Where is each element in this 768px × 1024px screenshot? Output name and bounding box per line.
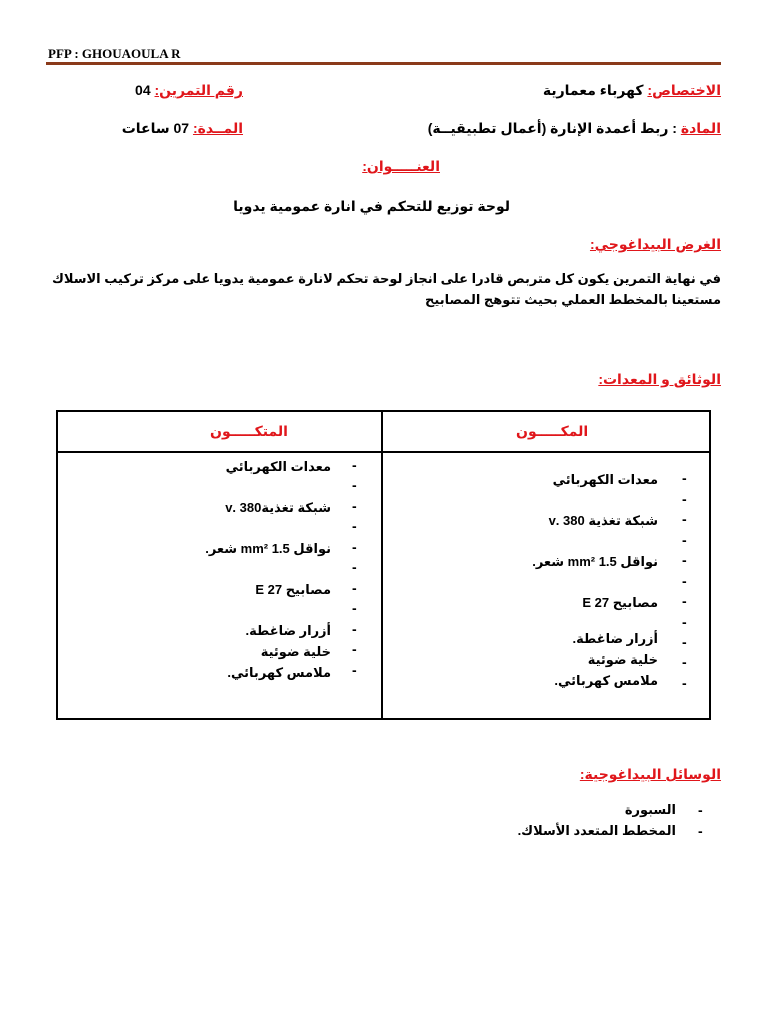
specialty-value: كهرباء معمارية [542, 82, 644, 98]
exercise-line [135, 82, 243, 99]
title-text: لوحة توزيع للتحكم في انارة عمومية يدويا [233, 198, 510, 214]
trainee-dash: - [352, 641, 357, 657]
trainer-item: خلية ضوئية [587, 652, 658, 667]
subject-line [428, 120, 721, 137]
trainer-item: أزرار ضاغطة. [572, 631, 658, 646]
trainer-item: نواقل mm² 1.5 شعر. [532, 554, 658, 569]
table-header-divider [56, 451, 711, 453]
trainee-dash: - [352, 477, 357, 493]
trainee-item: نواقل mm² 1.5 شعر. [205, 541, 331, 556]
trainee-item: أزرار ضاغطة. [245, 623, 331, 638]
exercise-number: 04 [135, 82, 151, 98]
trainee-dash: - [352, 600, 357, 616]
trainer-dash: - [682, 614, 687, 630]
trainer-item: معدات الكهربائي [552, 472, 658, 487]
trainee-dash: - [352, 662, 357, 678]
duration-value: 07 ساعات [121, 120, 190, 136]
trainee-item: مصابيح E 27 [255, 582, 331, 597]
trainer-dash: - [682, 593, 687, 609]
means-item: المخطط المتعدد الأسلاك. [517, 823, 676, 838]
trainer-dash: - [682, 491, 687, 507]
trainer-item: شبكة تغذية 380 .v [548, 513, 658, 528]
goal-label: الغرض البيداغوجي: [589, 236, 721, 252]
trainer-dash: - [682, 552, 687, 568]
exercise-label: رقم التمرين: [154, 82, 243, 98]
trainer-dash: - [682, 654, 687, 670]
means-dash: - [698, 802, 703, 818]
header-divider [46, 62, 721, 65]
goal-line-2: مستعينا بالمخطط العملي بحيث تتوهج المصابيح [425, 292, 721, 307]
trainer-dash: - [682, 532, 687, 548]
trainee-item: ملامس كهربائي. [227, 665, 331, 680]
specialty-line [543, 82, 721, 99]
trainee-item: خلية ضوئية [260, 644, 331, 659]
trainer-item: مصابيح E 27 [582, 595, 658, 610]
trainer-dash: - [682, 634, 687, 650]
trainee-column-header: المتكـــــون [210, 423, 288, 439]
trainer-dash: - [682, 573, 687, 589]
trainer-dash: - [682, 511, 687, 527]
trainer-column-header: المكـــــون [516, 423, 589, 439]
table-column-divider [381, 410, 383, 720]
duration-label: المــدة: [192, 120, 243, 136]
duration-line [122, 120, 243, 137]
trainee-item: شبكة تغذية380 .v [225, 500, 331, 515]
means-item: السبورة [624, 802, 676, 817]
trainer-dash: - [682, 470, 687, 486]
trainer-dash: - [682, 675, 687, 691]
means-label: الوسائل البيداغوجية: [579, 766, 721, 782]
means-dash: - [698, 823, 703, 839]
trainee-dash: - [352, 518, 357, 534]
trainee-item: معدات الكهربائي [225, 459, 331, 474]
trainee-dash: - [352, 580, 357, 596]
goal-line-1: في نهاية التمرين يكون كل متربص قادرا على انجاز لوحة تحكم لانارة عمومية يدويا على مركز تركيب الاسلاك [51, 271, 721, 286]
docs-label: الوثائق و المعدات: [598, 371, 721, 387]
trainee-dash: - [352, 539, 357, 555]
subject-value: : ربط أعمدة الإنارة (أعمال تطبيقيــة) [427, 120, 677, 136]
trainer-item: ملامس كهربائي. [554, 673, 658, 688]
subject-label: المادة [680, 120, 721, 136]
trainee-dash: - [352, 559, 357, 575]
specialty-label: الاختصاص: [647, 82, 721, 98]
trainee-dash: - [352, 457, 357, 473]
trainee-dash: - [352, 498, 357, 514]
author-header: PFP : GHOUAOULA R [48, 46, 181, 61]
trainee-dash: - [352, 621, 357, 637]
title-label: العنـــــوان: [362, 158, 440, 174]
